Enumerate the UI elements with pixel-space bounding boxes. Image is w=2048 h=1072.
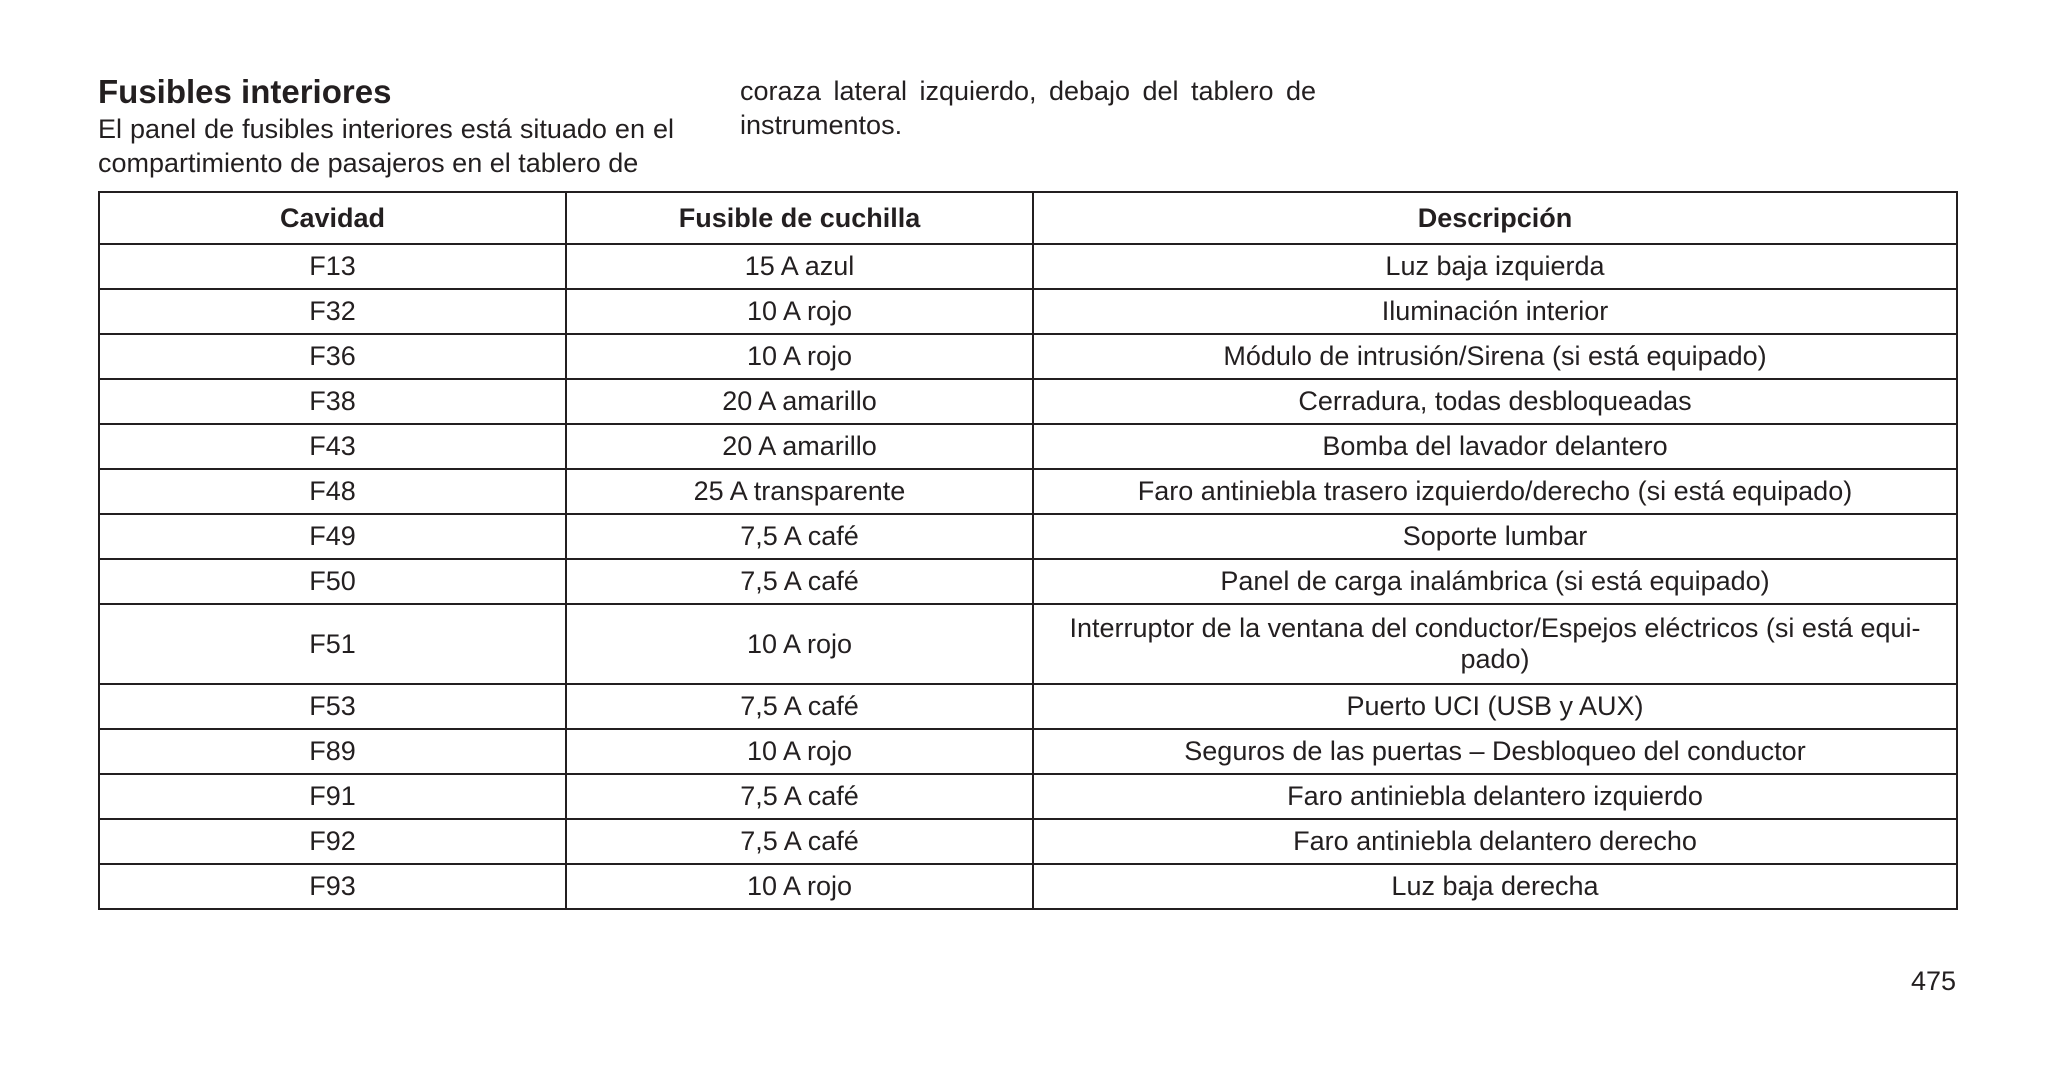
cavity-cell: F89 [99, 729, 566, 774]
header-cavity: Cavidad [99, 192, 566, 244]
description-cell: Cerradura, todas desbloqueadas [1033, 379, 1957, 424]
description-cell: Luz baja izquierda [1033, 244, 1957, 289]
description-cell: Interruptor de la ventana del conductor/Espejos eléctricos (si está equi-pado) [1033, 604, 1957, 684]
section-title: Fusibles interiores [98, 73, 392, 110]
fuse-cell: 7,5 A café [566, 559, 1033, 604]
fuse-cell: 25 A transparente [566, 469, 1033, 514]
table-row [99, 684, 1957, 729]
cavity-cell: F36 [99, 334, 566, 379]
fuse-cell: 10 A rojo [566, 289, 1033, 334]
cavity-cell: F49 [99, 514, 566, 559]
cavity-cell: F91 [99, 774, 566, 819]
description-cell: Luz baja derecha [1033, 864, 1957, 909]
fuse-cell: 10 A rojo [566, 729, 1033, 774]
cavity-cell: F92 [99, 819, 566, 864]
intro-paragraph-right: coraza lateral izquierdo, debajo del tablero de instrumentos. [740, 76, 1316, 140]
table-header-row [99, 192, 1957, 244]
table-row [99, 469, 1957, 514]
page-number: 475 [1910, 966, 1956, 996]
cavity-cell: F43 [99, 424, 566, 469]
table-row [99, 864, 1957, 909]
description-cell: Soporte lumbar [1033, 514, 1957, 559]
description-cell: Panel de carga inalámbrica (si está equipado) [1033, 559, 1957, 604]
description-cell: Seguros de las puertas – Desbloqueo del conductor [1033, 729, 1957, 774]
fuse-cell: 15 A azul [566, 244, 1033, 289]
fuse-cell: 20 A amarillo [566, 424, 1033, 469]
description-cell: Bomba del lavador delantero [1033, 424, 1957, 469]
table-row [99, 334, 1957, 379]
left-column [98, 72, 674, 180]
intro-paragraph-left: El panel de fusibles interiores está situado en el compartimiento de pasajeros en el tablero de [98, 114, 674, 178]
table-row [99, 819, 1957, 864]
right-column [740, 74, 1316, 142]
cavity-cell: F13 [99, 244, 566, 289]
description-cell: Iluminación interior [1033, 289, 1957, 334]
cavity-cell: F32 [99, 289, 566, 334]
description-cell: Faro antiniebla delantero izquierdo [1033, 774, 1957, 819]
cavity-cell: F51 [99, 604, 566, 684]
table-row [99, 559, 1957, 604]
table-row [99, 244, 1957, 289]
fuse-cell: 10 A rojo [566, 334, 1033, 379]
fuse-cell: 10 A rojo [566, 864, 1033, 909]
header-description: Descripción [1033, 192, 1957, 244]
fuse-cell: 7,5 A café [566, 684, 1033, 729]
table-row [99, 604, 1957, 684]
cavity-cell: F93 [99, 864, 566, 909]
table-row [99, 424, 1957, 469]
table-row [99, 514, 1957, 559]
table-row [99, 379, 1957, 424]
description-cell: Faro antiniebla delantero derecho [1033, 819, 1957, 864]
fuse-cell: 7,5 A café [566, 514, 1033, 559]
fuse-cell: 7,5 A café [566, 774, 1033, 819]
fuse-cell: 20 A amarillo [566, 379, 1033, 424]
description-cell: Puerto UCI (USB y AUX) [1033, 684, 1957, 729]
table-row [99, 289, 1957, 334]
table-row [99, 774, 1957, 819]
cavity-cell: F48 [99, 469, 566, 514]
fuse-cell: 7,5 A café [566, 819, 1033, 864]
cavity-cell: F50 [99, 559, 566, 604]
description-cell: Faro antiniebla trasero izquierdo/derecho (si está equipado) [1033, 469, 1957, 514]
cavity-cell: F38 [99, 379, 566, 424]
fuse-cell: 10 A rojo [566, 604, 1033, 684]
cavity-cell: F53 [99, 684, 566, 729]
fuse-table [98, 191, 1958, 910]
header-fuse: Fusible de cuchilla [566, 192, 1033, 244]
table-row [99, 729, 1957, 774]
description-cell: Módulo de intrusión/Sirena (si está equipado) [1033, 334, 1957, 379]
